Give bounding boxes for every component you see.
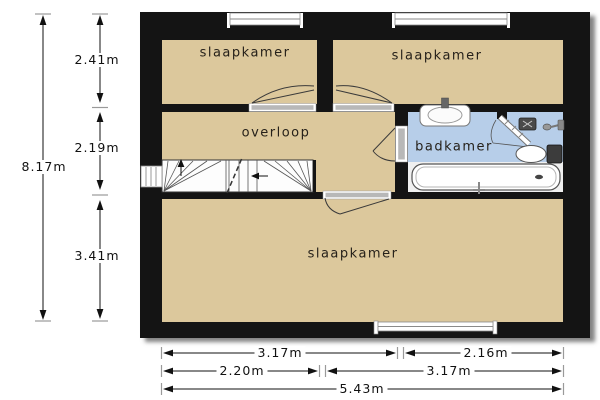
dim-line-2-41: [92, 14, 108, 108]
dim-label-2-20: 2.20m: [216, 364, 267, 378]
dim-label-3-41: 3.41m: [71, 249, 122, 263]
room-slaapkamer-1: [162, 40, 317, 104]
dim-line-8-17: [35, 14, 51, 321]
dim-line-3-17-top-row: [162, 347, 398, 359]
room-label-slaapkamer-3: slaapkamer: [307, 246, 399, 262]
dim-label-2-16: 2.16m: [460, 346, 511, 360]
dim-line-3-41: [92, 200, 108, 321]
dim-label-2-41: 2.41m: [71, 53, 122, 67]
dim-label-5-43: 5.43m: [336, 382, 387, 396]
room-label-overloop: overloop: [241, 125, 311, 141]
room-badkamer: [408, 112, 563, 162]
dim-label-3-17-bottom: 3.17m: [423, 364, 474, 378]
dim-line-2-20: [162, 365, 320, 377]
room-label-badkamer: badkamer: [415, 139, 493, 155]
room-slaapkamer-2: [333, 40, 563, 104]
badkamer-tub-area: [408, 162, 563, 192]
dim-label-2-19: 2.19m: [71, 141, 122, 155]
room-label-slaapkamer-2: slaapkamer: [391, 48, 483, 64]
dim-label-8-17: 8.17m: [18, 160, 69, 174]
dim-line-2-16: [404, 347, 564, 359]
room-overloop: [162, 112, 395, 192]
dim-line-2-19: [92, 112, 108, 195]
dim-label-3-17-top: 3.17m: [254, 346, 305, 360]
room-slaapkamer-3: [162, 199, 563, 322]
dim-line-5-43: [162, 383, 564, 395]
floor-plan: [140, 12, 590, 338]
room-label-slaapkamer-1: slaapkamer: [199, 45, 291, 61]
dim-line-3-17-bottom-row: [326, 365, 564, 377]
